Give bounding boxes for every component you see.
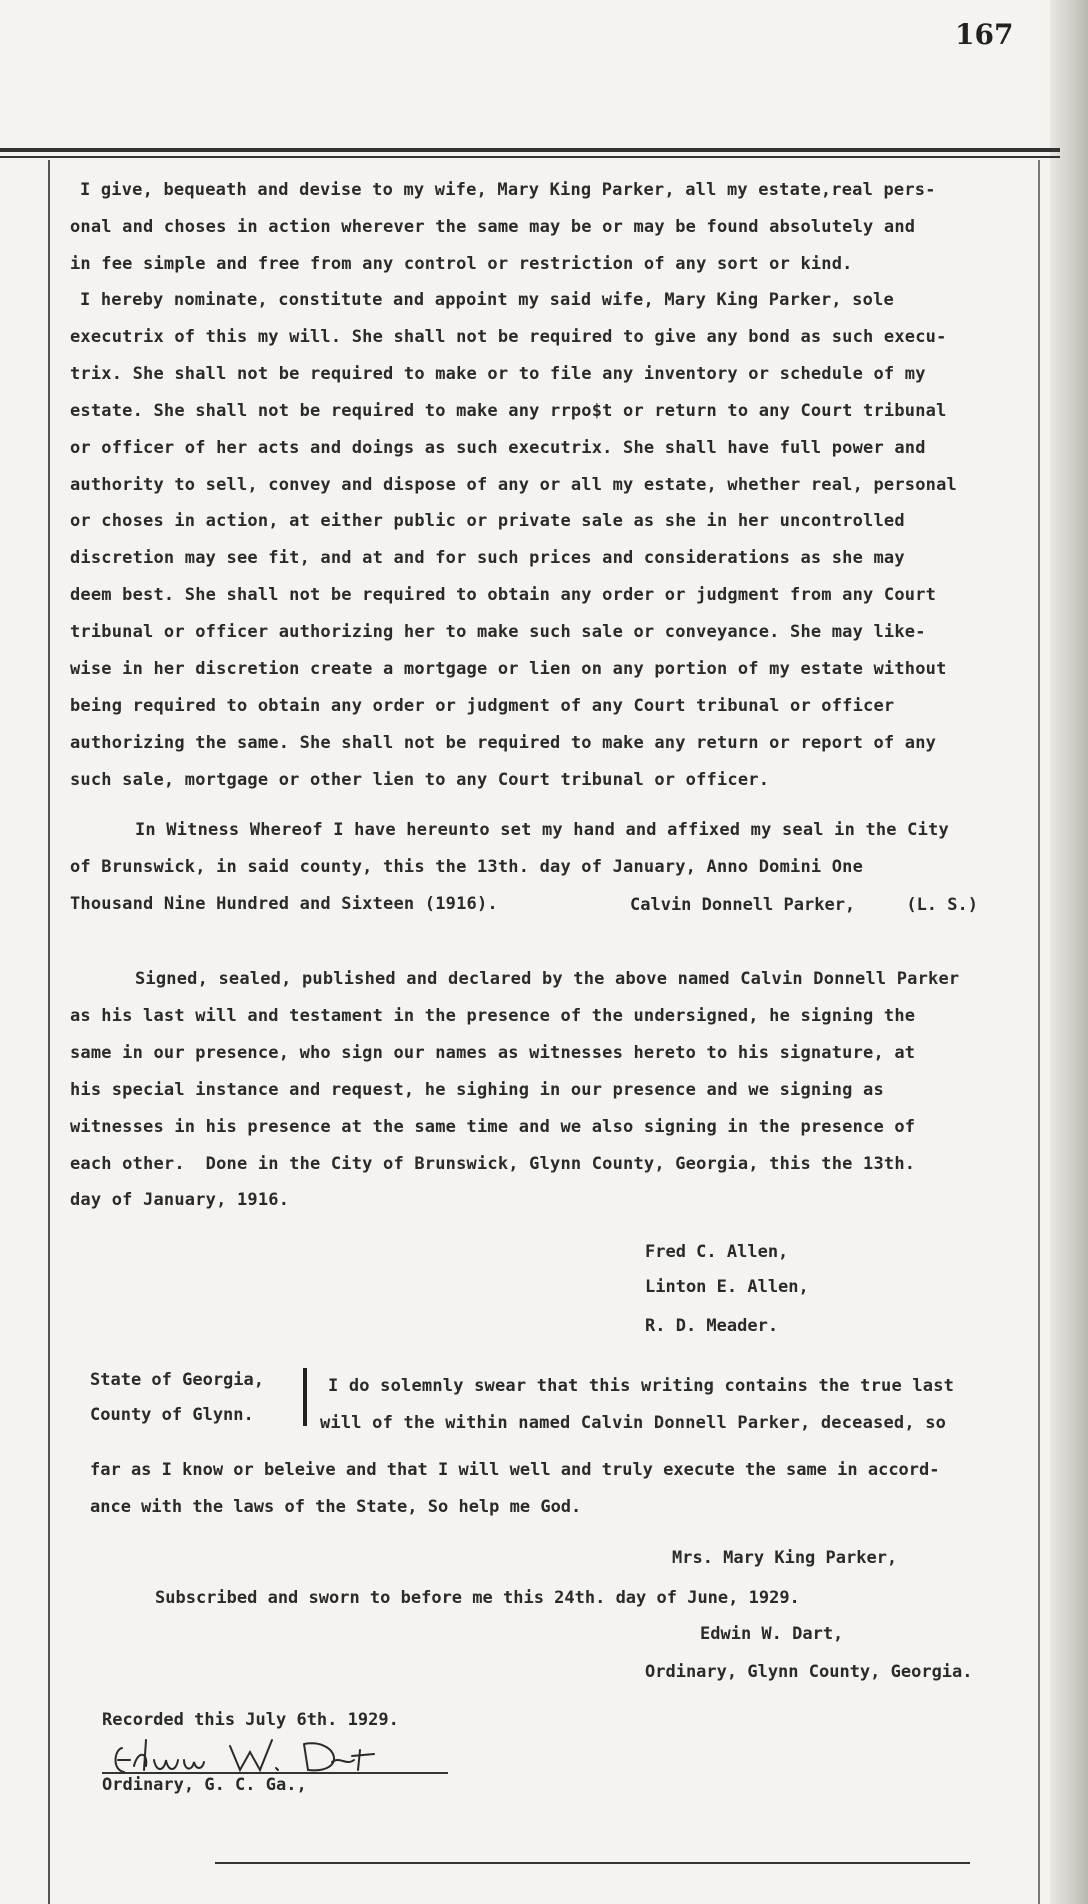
text-line: far as I know or beleive and that I will well and truly execute the same in accord- (90, 1460, 940, 1480)
recorded-line: Recorded this July 6th. 1929. (102, 1710, 399, 1730)
paragraph-executrix (70, 282, 1038, 799)
text-line: estate. She shall not be required to make any rrpo$t or return to any Court tribunal (70, 400, 947, 421)
text-line: I do solemnly swear that this writing contains the true last (328, 1376, 955, 1396)
text-line: I hereby nominate, constitute and appoint my said wife, Mary King Parker, sole (80, 290, 894, 310)
executrix-signature: Mrs. Mary King Parker, (672, 1548, 898, 1568)
testator-signature: Calvin Donnell Parker, (L. S.) (630, 895, 978, 915)
text-line: trix. She shall not be required to make or to file any inventory or schedule of my (70, 363, 926, 384)
text-line: authority to sell, convey and dispose of any or all my estate, whether real, personal (70, 474, 957, 495)
text-line: will of the within named Calvin Donnell Parker, deceased, so (320, 1412, 947, 1433)
page-number: 167 (955, 18, 1014, 51)
text-line: of Brunswick, in said county, this the 13th. day of January, Anno Domini One (70, 856, 864, 877)
text-line: wise in her discretion create a mortgage or lien on any portion of my estate without (70, 659, 947, 680)
text-line: discretion may see fit, and at and for such prices and considerations as she may (70, 548, 905, 569)
text-line: his special instance and request, he sighing in our presence and we signing as (70, 1079, 884, 1100)
page-edge-shadow (1050, 0, 1088, 1904)
witness-name: Fred C. Allen, (645, 1242, 789, 1262)
text-line: or officer of her acts and doings as such executrix. She shall have full power and (70, 437, 926, 458)
paragraph-bequest (70, 172, 1038, 283)
text-line: Thousand Nine Hundred and Sixteen (1916). (70, 893, 498, 914)
text-line: day of January, 1916. (70, 1190, 290, 1211)
top-rule-secondary (0, 156, 1060, 158)
text-line: tribunal or officer authorizing her to make such sale or conveyance. She may like- (70, 622, 926, 643)
oath-continuation (90, 1452, 940, 1526)
text-line: ance with the laws of the State, So help me God. (90, 1496, 582, 1517)
top-rule (0, 148, 1060, 152)
left-margin-line (48, 160, 50, 1904)
text-line: deem best. She shall not be required to obtain any order or judgment from any Court (70, 585, 937, 606)
text-line: being required to obtain any order or judgment of any Court tribunal or officer (70, 695, 895, 716)
subscribed-line: Subscribed and sworn to before me this 24th. day of June, 1929. (155, 1588, 800, 1608)
text-line: in fee simple and free from any control or restriction of any sort or kind. (70, 253, 853, 274)
ordinary-title: Ordinary, Glynn County, Georgia. (645, 1662, 973, 1682)
text-line: or choses in action, at either public or private sale as she in her uncontrolled (70, 511, 905, 532)
text-line: Signed, sealed, published and declared by the above named Calvin Donnell Parker (135, 969, 960, 989)
ordinary-name: Edwin W. Dart, (700, 1624, 844, 1644)
text-line: executrix of this my will. She shall not be required to give any bond as such execu- (70, 326, 947, 347)
oath-text (320, 1368, 1038, 1442)
bottom-rule (215, 1862, 970, 1864)
county-label: County of Glynn. (90, 1405, 254, 1425)
text-line: each other. Done in the City of Brunswick, Glynn County, Georgia, this the 13th. (70, 1153, 916, 1174)
witness-name: Linton E. Allen, (645, 1277, 809, 1297)
text-line: same in our presence, who sign our names as witnesses hereto to his signature, at (70, 1042, 916, 1063)
text-line: In Witness Whereof I have hereunto set my hand and affixed my seal in the City (135, 820, 949, 840)
text-line: authorizing the same. She shall not be required to make any return or report of any (70, 732, 937, 753)
witness-name: R. D. Meader. (645, 1316, 779, 1336)
venue-bracket (303, 1368, 307, 1426)
text-line: witnesses in his presence at the same time and we also signing in the presence of (70, 1116, 916, 1137)
text-line: such sale, mortgage or other lien to any Court tribunal or officer. (70, 769, 770, 790)
ordinary-abbrev: Ordinary, G. C. Ga., (102, 1775, 307, 1795)
text-line: onal and choses in action wherever the same may be or may be found absolutely and (70, 216, 916, 237)
paragraph-attestation (70, 961, 1038, 1219)
right-margin-line (1038, 160, 1040, 1904)
signature-underline (102, 1772, 448, 1774)
text-line: I give, bequeath and devise to my wife, Mary King Parker, all my estate,real pers- (80, 180, 936, 200)
text-line: as his last will and testament in the presence of the undersigned, he signing the (70, 1005, 916, 1026)
state-label: State of Georgia, (90, 1370, 264, 1390)
